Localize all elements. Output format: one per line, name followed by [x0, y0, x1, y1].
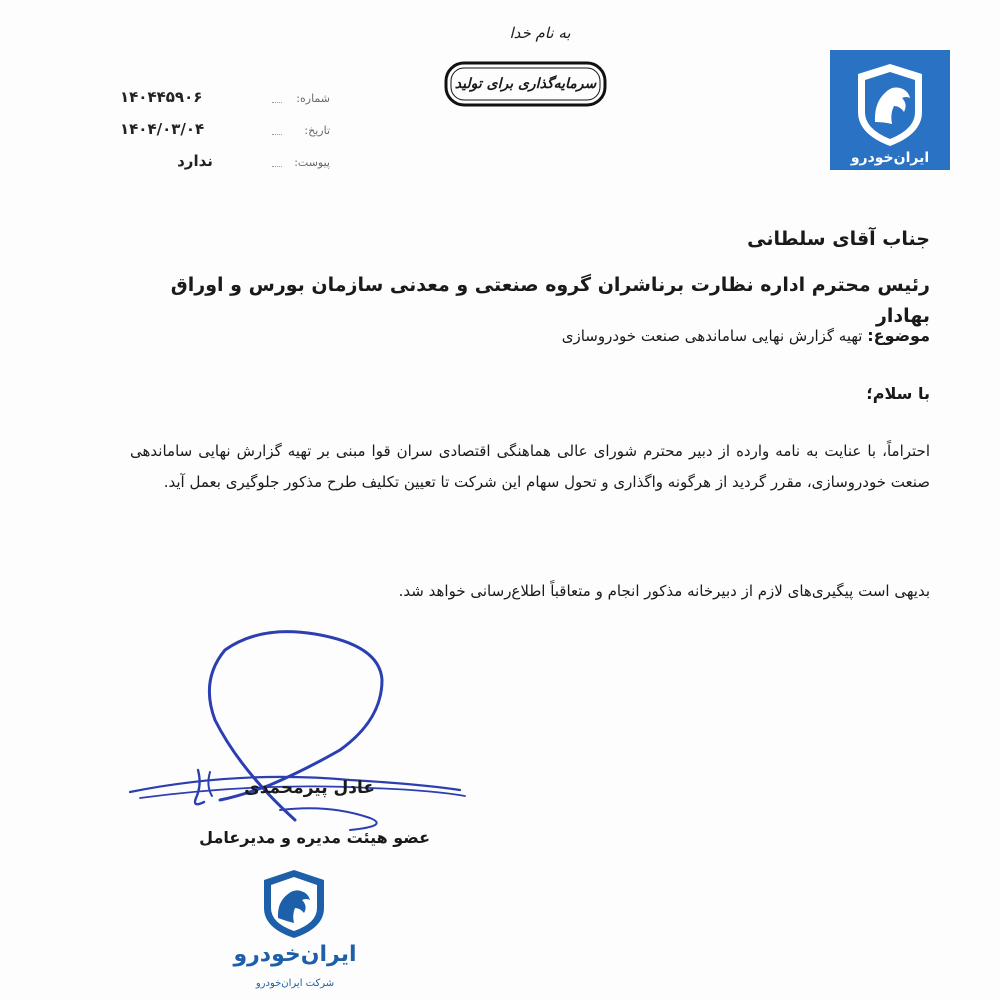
handwritten-signature: [120, 620, 480, 860]
subject-line: [170, 326, 930, 345]
dotted-leader: [272, 166, 282, 167]
letter-date-value: ۱۴۰۴/۰۳/۰۴: [120, 120, 205, 138]
letter-attachment-value: ندارد: [177, 152, 213, 170]
subject-text: تهیه گزارش نهایی ساماندهی صنعت خودروسازی: [561, 327, 863, 345]
letter-attachment-label: پیوست:: [294, 156, 330, 169]
greeting: با سلام؛: [866, 384, 930, 403]
company-stamp: [230, 858, 360, 998]
subject-label: موضوع:: [867, 326, 930, 345]
body-paragraph-1: احتراماً، با عنایت به نامه وارده از دبیر محترم شورای عالی هماهنگی اقتصادی سران قوا مبنی بر تهیه گزارش نهایی ساماندهی صنعت خودروسازی، مقرر گردید از هرگونه واگذاری و تحول سهام این شرکت تا تعیین تکلیف طرح مذکور جلوگیری بعمل آید.: [130, 442, 930, 491]
letter-number-value: ۱۴۰۴۴۵۹۰۶: [120, 88, 203, 106]
addressee-name: جناب آقای سلطانی: [747, 228, 930, 250]
body-paragraph-2: بدیهی است پیگیری‌های لازم از دبیرخانه مذکور انجام و متعاقباً اطلاع‌رسانی خواهد شد.: [398, 582, 930, 600]
stamp-brand: ایران‌خودرو: [233, 942, 357, 967]
letter-number-label: شماره:: [296, 92, 330, 105]
letter-number-row: [120, 88, 330, 112]
signer-title: عضو هیئت مدیره و مدیرعامل: [199, 828, 430, 847]
horse-shield-stamp-icon: [260, 868, 328, 940]
basmala: به نام خدا: [509, 24, 571, 42]
dotted-leader: [272, 102, 282, 103]
svg-text:ایران‌خودرو: ایران‌خودرو: [850, 150, 930, 166]
horse-shield-icon: [830, 50, 950, 170]
signer-name: عادل پیرمحمدی: [244, 778, 375, 798]
motto-cartouche: [443, 60, 608, 108]
letter-attachment-row: [120, 152, 330, 176]
stamp-company: شرکت ایران‌خودرو: [255, 978, 335, 989]
letter-date-label: تاریخ:: [304, 124, 330, 137]
letter-date-row: [120, 120, 330, 144]
addressee-title: رئیس محترم اداره نظارت برناشران گروه صنعتی و معدنی سازمان بورس و اوراق بهادار: [170, 274, 930, 327]
company-logo: [830, 50, 950, 170]
dotted-leader: [272, 134, 282, 135]
motto-text: سرمایه‌گذاری برای تولید: [454, 76, 597, 92]
